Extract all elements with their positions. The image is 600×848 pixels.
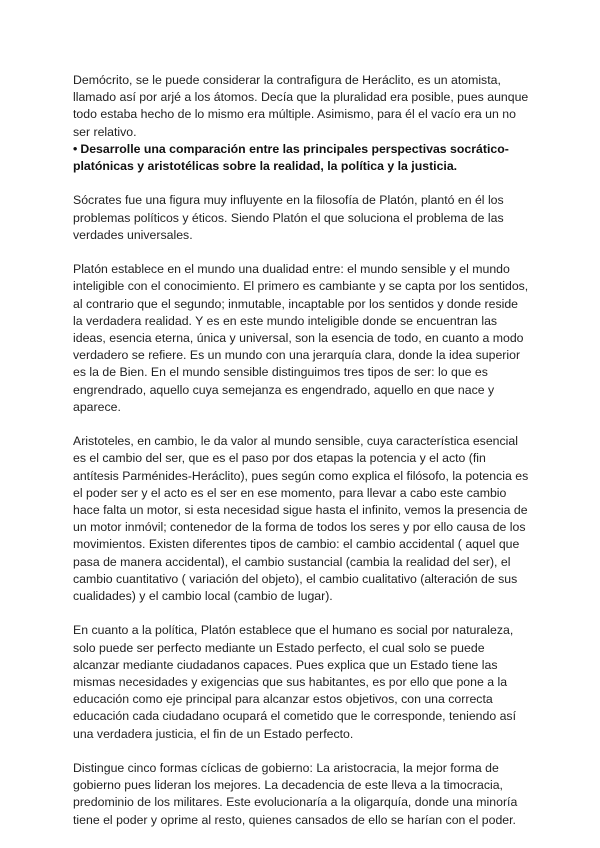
bullet-icon: • xyxy=(73,141,78,156)
paragraph-socrates: Sócrates fue una figura muy influyente en la filosofía de Platón, plantó en él los problemas políticos y éticos. Siendo Platón el que soluciona el problema de las verdades universales. xyxy=(73,193,504,242)
paragraph-platon-dualidad: Platón establece en el mundo una dualidad entre: el mundo sensible y el mundo inteligible con el conocimiento. El primero es cambiante y se capta por los sentidos, al contrario que el segundo; inmutable, incaptable por los sentidos y donde reside la verdadera realidad. Y es en este mundo inteligible donde se encuentran las ideas, esencia eterna, única y universal, son la esencia de todo, en cuanto a modo verdadero se refiere. Es un mundo con una jerarquía clara, donde la idea superior es la de Bien. En el mundo sensible distinguimos tres tipos de ser: lo que es engrendrado, aquello cuya semejanza es engendrado, aquello en que nace y aparece. xyxy=(73,262,529,414)
paragraph-politica: En cuanto a la política, Platón establece que el humano es social por naturaleza, solo puede ser perfecto mediante un Estado perfecto, el cual solo se puede alcanzar mediante ciudadanos capaces. Pues explica que un Estado tiene las mismas necesidades y exigencias que sus habitantes, es por ello que pone a la educación como eje principal para alcanzar estos objetivos, con una correcta educación cada ciudadano ocupará el cometido que le corresponde, teniendo así una verdadera justicia, el fin de un Estado perfecto. xyxy=(73,623,517,741)
intro-paragraph: Demócrito, se le puede considerar la contrafigura de Heráclito, es un atomista, llamado así por arjé a los átomos. Decía que la pluralidad era posible, pues aunque todo estaba hecho de lo mismo era múltiple. Asimismo, para él el vacío era un no ser relativo. xyxy=(73,73,529,139)
document-page xyxy=(73,72,529,846)
paragraph-formas-gobierno: Distingue cinco formas cíclicas de gobierno: La aristocracia, la mejor forma de gobierno pues lideran los mejores. La decadencia de este lleva a la timocracia, predominio de los militares. Este evolucionaría a la oligarquía, donde una minoría tiene el poder y oprime al resto, quienes cansados de ello se harían con el poder. xyxy=(73,761,518,827)
paragraph-aristoteles: Aristoteles, en cambio, le da valor al mundo sensible, cuya característica esencial es el cambio del ser, que es el paso por dos etapas la potencia y el acto (fin antítesis Parménides-Heráclito), pues según como explica el filósofo, la potencia es el poder ser y el acto es el ser en ese momento, para llevar a cabo este cambio hace falta un motor, si esta necesidad sigue hasta el infinito, vemos la presencia de un motor inmóvil; contenedor de la forma de todos los seres y por ello causa de los movimientos. Existen diferentes tipos de cambio: el cambio accidental ( aquel que pasa de manera accidental), el cambio sustancial (cambia la realidad del ser), el cambio cuantitativo ( variación del objeto), el cambio cualitativo (alteración de sus cualidades) y el cambio local (cambio de lugar). xyxy=(73,434,529,604)
question-heading-text: Desarrolle una comparación entre las principales perspectivas socrático-platónicas y aristotélicas sobre la realidad, la política y la justicia. xyxy=(73,141,509,174)
question-heading xyxy=(73,141,529,175)
